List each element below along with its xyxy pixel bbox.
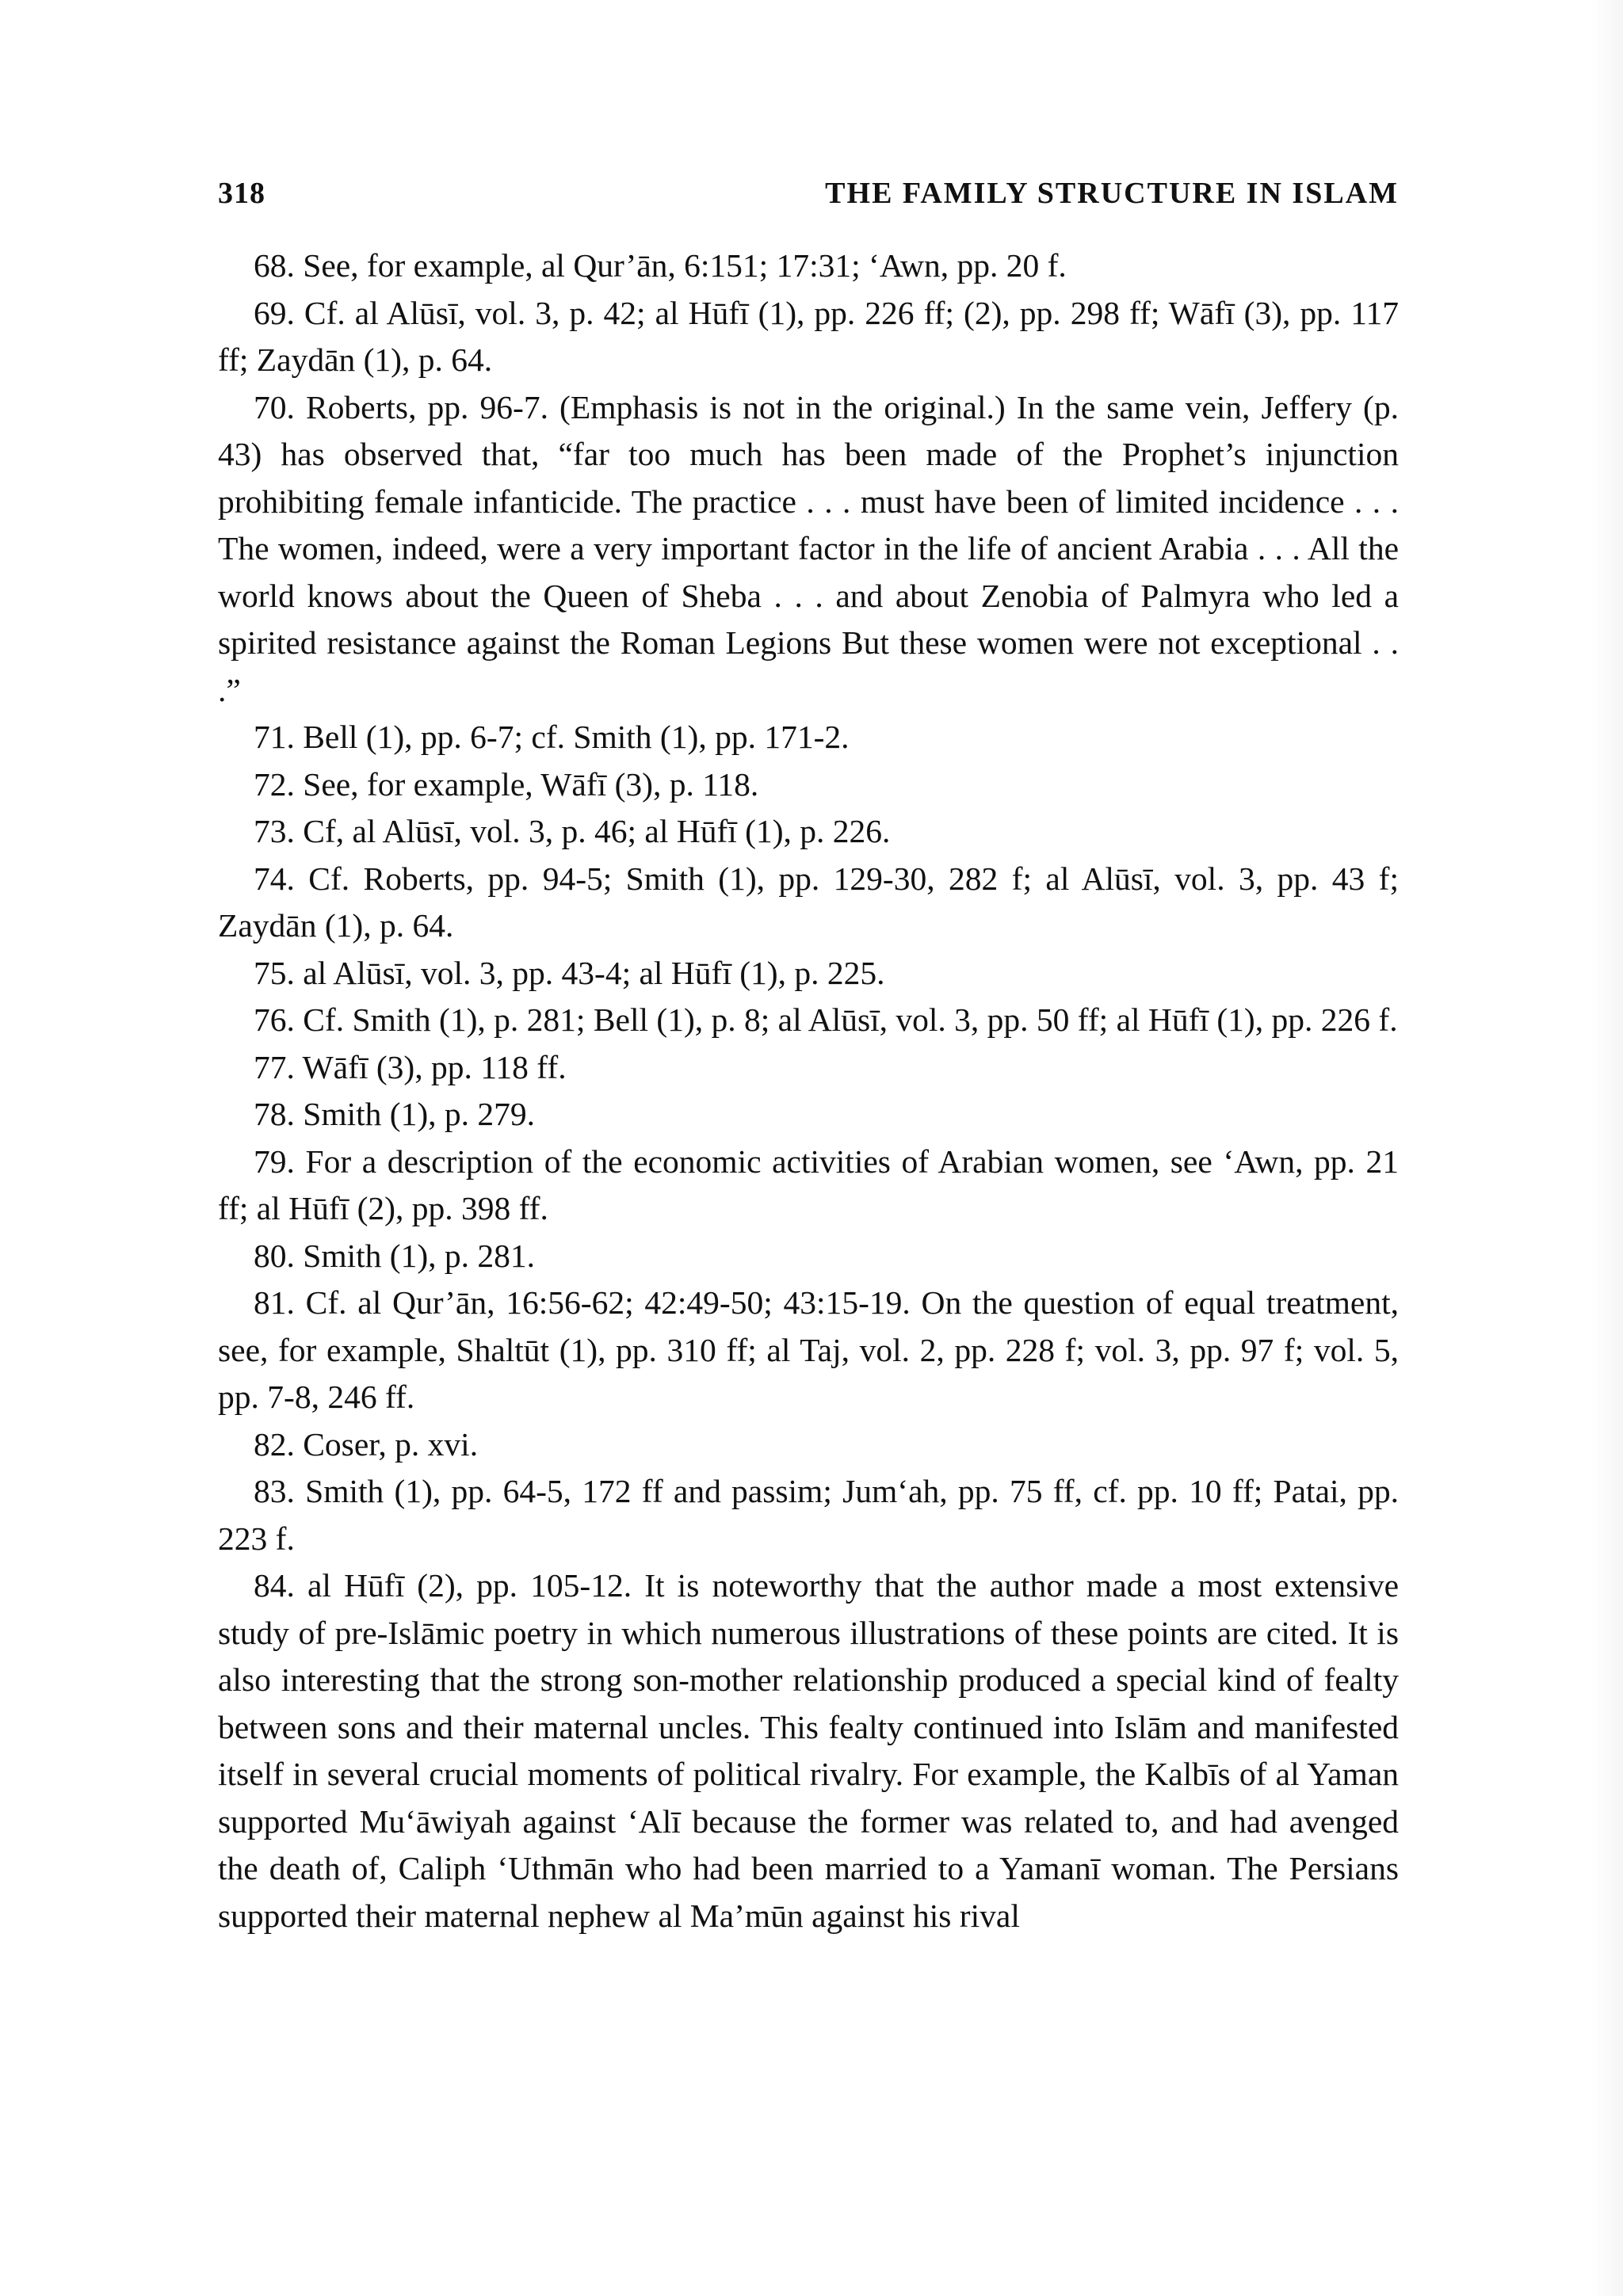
note-text: al Alūsī, vol. 3, pp. 43-4; al Hūfī (1), p. 225. bbox=[303, 954, 885, 991]
endnote-78 bbox=[218, 1091, 1399, 1138]
note-number: 76. bbox=[254, 1001, 295, 1038]
note-number: 73. bbox=[254, 813, 295, 849]
endnote-83 bbox=[218, 1468, 1399, 1562]
endnote-74 bbox=[218, 856, 1399, 950]
note-text: Smith (1), p. 279. bbox=[303, 1096, 536, 1132]
note-text: al Hūfī (2), pp. 105-12. It is noteworthy that the author made a most extensive study of pre-Islāmic poetry in which numerous illustrations of these points are cited. It is also interesting that the strong son-mother relationship produced a special kind of fealty between sons and their maternal uncles. This fealty continued into Islām and manifested itself in several crucial moments of political rivalry. For example, the Kalbīs of al Yaman supported Mu‘āwiyah against ‘Alī because the former was related to, and had avenged the death of, Caliph ‘Uthmān who had been married to a Yamanī woman. The Persians supported their maternal nephew al Ma’mūn against his rival bbox=[218, 1567, 1399, 1934]
endnote-69 bbox=[218, 290, 1399, 384]
note-text: Wāfī (3), pp. 118 ff. bbox=[302, 1048, 567, 1085]
endnote-73 bbox=[218, 808, 1399, 856]
note-number: 80. bbox=[254, 1237, 295, 1274]
note-text: See, for example, Wāfī (3), p. 118. bbox=[303, 765, 759, 803]
note-text: Cf, al Alūsī, vol. 3, p. 46; al Hūfī (1), p. 226. bbox=[303, 813, 891, 849]
endnote-72 bbox=[218, 761, 1399, 809]
note-number: 72. bbox=[254, 765, 295, 803]
note-text: Cf. al Alūsī, vol. 3, p. 42; al Hūfī (1), pp. 226 ff; (2), pp. 298 ff; Wāfī (3), pp. 117 ff; Zaydān (1), p. 64. bbox=[218, 294, 1400, 378]
note-number: 77. bbox=[254, 1048, 295, 1085]
endnote-70 bbox=[218, 384, 1399, 715]
endnote-79 bbox=[218, 1138, 1399, 1233]
running-head bbox=[218, 176, 1399, 220]
note-text: Cf. Smith (1), p. 281; Bell (1), p. 8; al Alūsī, vol. 3, pp. 50 ff; al Hūfī (1), pp. 226 f. bbox=[303, 1001, 1398, 1038]
note-text: Bell (1), pp. 6-7; cf. Smith (1), pp. 171-2. bbox=[303, 719, 850, 755]
note-text: Cf. al Qur’ān, 16:56-62; 42:49-50; 43:15-19. On the question of equal treatment, see, for example, Shaltūt (1), pp. 310 ff; al Taj, vol. 2, pp. 228 f; vol. 3, pp. 97 f; vol. 5, pp. 7-8, 246 ff. bbox=[218, 1284, 1399, 1415]
endnote-82 bbox=[218, 1421, 1399, 1469]
note-number: 79. bbox=[254, 1142, 295, 1180]
endnote-76 bbox=[218, 997, 1399, 1044]
note-number: 70. bbox=[254, 388, 295, 425]
page-edge-shadow bbox=[1591, 0, 1623, 2296]
note-number: 78. bbox=[254, 1096, 295, 1132]
note-text: Smith (1), p. 281. bbox=[303, 1237, 536, 1274]
note-text: Cf. Roberts, pp. 94-5; Smith (1), pp. 129-30, 282 f; al Alūsī, vol. 3, pp. 43 f; Zaydān (1), p. 64. bbox=[218, 860, 1400, 944]
endnote-75 bbox=[218, 950, 1399, 997]
note-number: 69. bbox=[254, 294, 295, 331]
note-number: 84. bbox=[254, 1567, 295, 1604]
endnote-80 bbox=[218, 1233, 1399, 1280]
note-text: Coser, p. xvi. bbox=[303, 1425, 479, 1463]
note-number: 68. bbox=[254, 247, 295, 284]
endnotes bbox=[218, 242, 1399, 1939]
note-number: 74. bbox=[254, 860, 295, 897]
endnote-71 bbox=[218, 714, 1399, 761]
note-number: 81. bbox=[254, 1284, 295, 1321]
note-number: 71. bbox=[254, 719, 295, 755]
note-text: See, for example, al Qur’ān, 6:151; 17:31; ‘Awn, pp. 20 f. bbox=[303, 247, 1067, 284]
note-text: Roberts, pp. 96-7. (Emphasis is not in the original.) In the same vein, Jeffery (p. 43) has observed that, “far too much has been made of the Prophet’s injunction prohibiting female infanticide. The practice . . . must have been of limited incidence . . . The women, indeed, were a very important factor in the life of ancient Arabia . . . All the world knows about the Queen of Sheba . . . and about Zenobia of Palmyra who led a spirited resistance against the Roman Legions But these women were not exceptional . . .” bbox=[218, 388, 1399, 708]
running-title: THE FAMILY STRUCTURE IN ISLAM bbox=[825, 177, 1399, 210]
note-number: 75. bbox=[254, 954, 295, 991]
note-text: Smith (1), pp. 64-5, 172 ff and passim; Jum‘ah, pp. 75 ff, cf. pp. 10 ff; Patai, pp. 223 f. bbox=[218, 1473, 1399, 1557]
endnote-68 bbox=[218, 242, 1399, 290]
note-number: 83. bbox=[254, 1473, 295, 1509]
endnote-77 bbox=[218, 1044, 1399, 1092]
endnote-84 bbox=[218, 1562, 1399, 1939]
note-text: For a description of the economic activities of Arabian women, see ‘Awn, pp. 21 ff; al Hūfī (2), pp. 398 ff. bbox=[218, 1142, 1400, 1226]
note-number: 82. bbox=[254, 1425, 295, 1463]
page-number: 318 bbox=[218, 177, 265, 210]
endnote-81 bbox=[218, 1280, 1399, 1421]
